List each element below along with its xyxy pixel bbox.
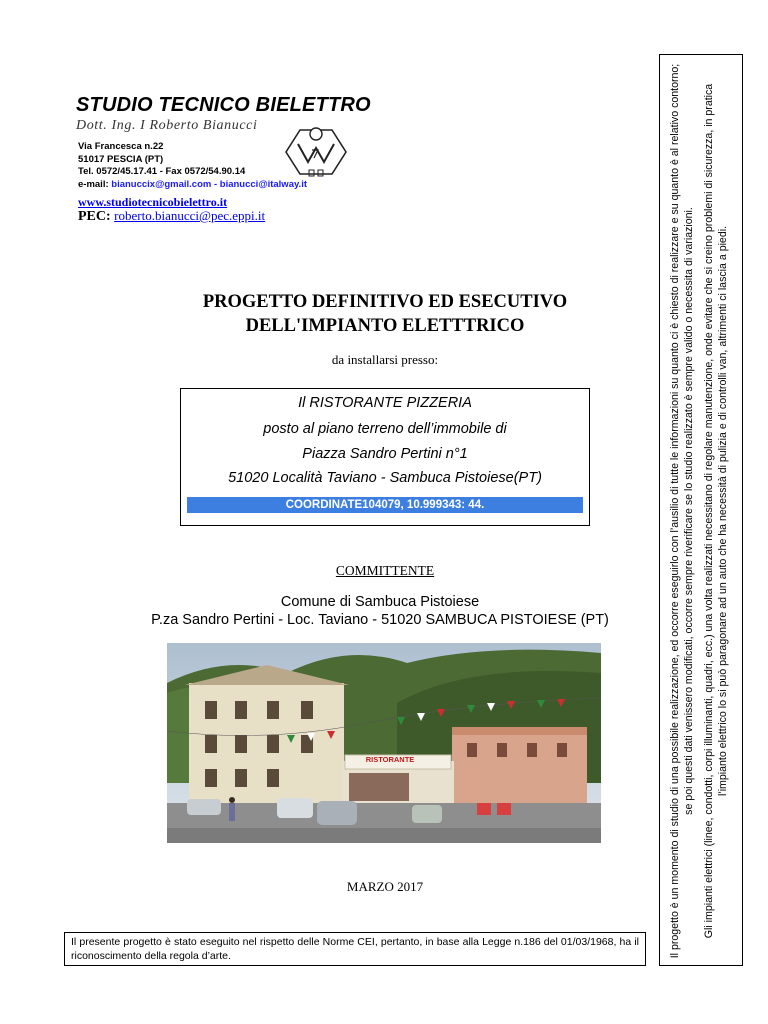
- email-addresses[interactable]: bianuccix@gmail.com - bianucci@italway.it: [111, 179, 307, 190]
- phone-fax: Tel. 0572/45.17.41 - Fax 0572/54.90.14: [78, 166, 246, 177]
- title-line-1: PROGETTO DEFINITIVO ED ESECUTIVO: [202, 292, 568, 312]
- side-note-text: [668, 61, 736, 961]
- address-city: 51017 PESCIA (PT): [78, 154, 164, 165]
- website-link[interactable]: www.studiotecnicobielettro.it: [78, 195, 228, 209]
- client-heading: COMMITTENTE: [335, 563, 435, 578]
- pec-line: [78, 208, 265, 225]
- client-address: P.za Sandro Pertini - Loc. Taviano - 51020 SAMBUCA PISTOIESE (PT): [151, 612, 609, 628]
- location-line-2: posto al piano terreno dell’immobile di: [263, 421, 507, 437]
- restaurant-sign: RISTORANTE: [365, 755, 415, 764]
- pec-label: PEC:: [78, 209, 111, 224]
- side-note-box: [659, 54, 743, 966]
- title-line-2: DELL'IMPIANTO ELETTTRICO: [245, 316, 525, 336]
- side-note-para-1: Il progetto è un momento di studio di una possibile realizzazione, ed occorre eseguirlo con l’ausilio di tutte le informazioni su quanto ci è chiesto di realizzare e su quanto è al relativo contorno; se poi questi dati venissero modificati, occorre sempre riverificare se lo studio realizzato è sempre valido o necessita di variazioni.: [669, 63, 695, 959]
- side-note-para-2: Gli impianti elettrici (linee, condotti, corpi illuminanti, quadri, ecc.) una volta realizzati necessitano di regolare manutenzione, onde evitare che si creino problemi di sicurezza, in pratica l’impianto elettrico lo si può paragonare ad un auto che ha necessità di pulizia e di controlli van, altrimenti ci lascia a piedi.: [703, 83, 729, 939]
- engineer-logo-icon: [282, 122, 350, 182]
- location-line-3: Piazza Sandro Pertini n°1: [302, 446, 468, 462]
- client-name: Comune di Sambuca Pistoiese: [280, 594, 480, 610]
- location-name: Il RISTORANTE PIZZERIA: [298, 395, 472, 411]
- studio-name: STUDIO TECNICO BIELETTRO: [76, 94, 371, 116]
- engineer-name: Dott. Ing. I Roberto Bianucci: [76, 118, 258, 133]
- location-line-4: 51020 Località Taviano - Sambuca Pistoiese(PT): [228, 470, 542, 486]
- document-title: [160, 290, 610, 338]
- coordinates-bar: COORDINATE104079, 10.999343: 44.: [187, 497, 583, 513]
- email-label: e-mail:: [78, 179, 112, 190]
- install-at-label: da installarsi presso:: [331, 352, 439, 367]
- pec-email-link[interactable]: roberto.bianucci@pec.eppi.it: [114, 208, 266, 223]
- document-date: MARZO 2017: [346, 879, 424, 894]
- footer-note: Il presente progetto è stato eseguito nel rispetto delle Norme CEI, pertanto, in base alla Legge n.186 del 01/03/1968, ha il riconoscimento della regola d’arte.: [64, 932, 646, 966]
- email-line: [78, 179, 307, 191]
- location-box: [180, 388, 590, 526]
- address-street: Via Francesca n.22: [78, 141, 164, 152]
- building-photo: [167, 643, 601, 843]
